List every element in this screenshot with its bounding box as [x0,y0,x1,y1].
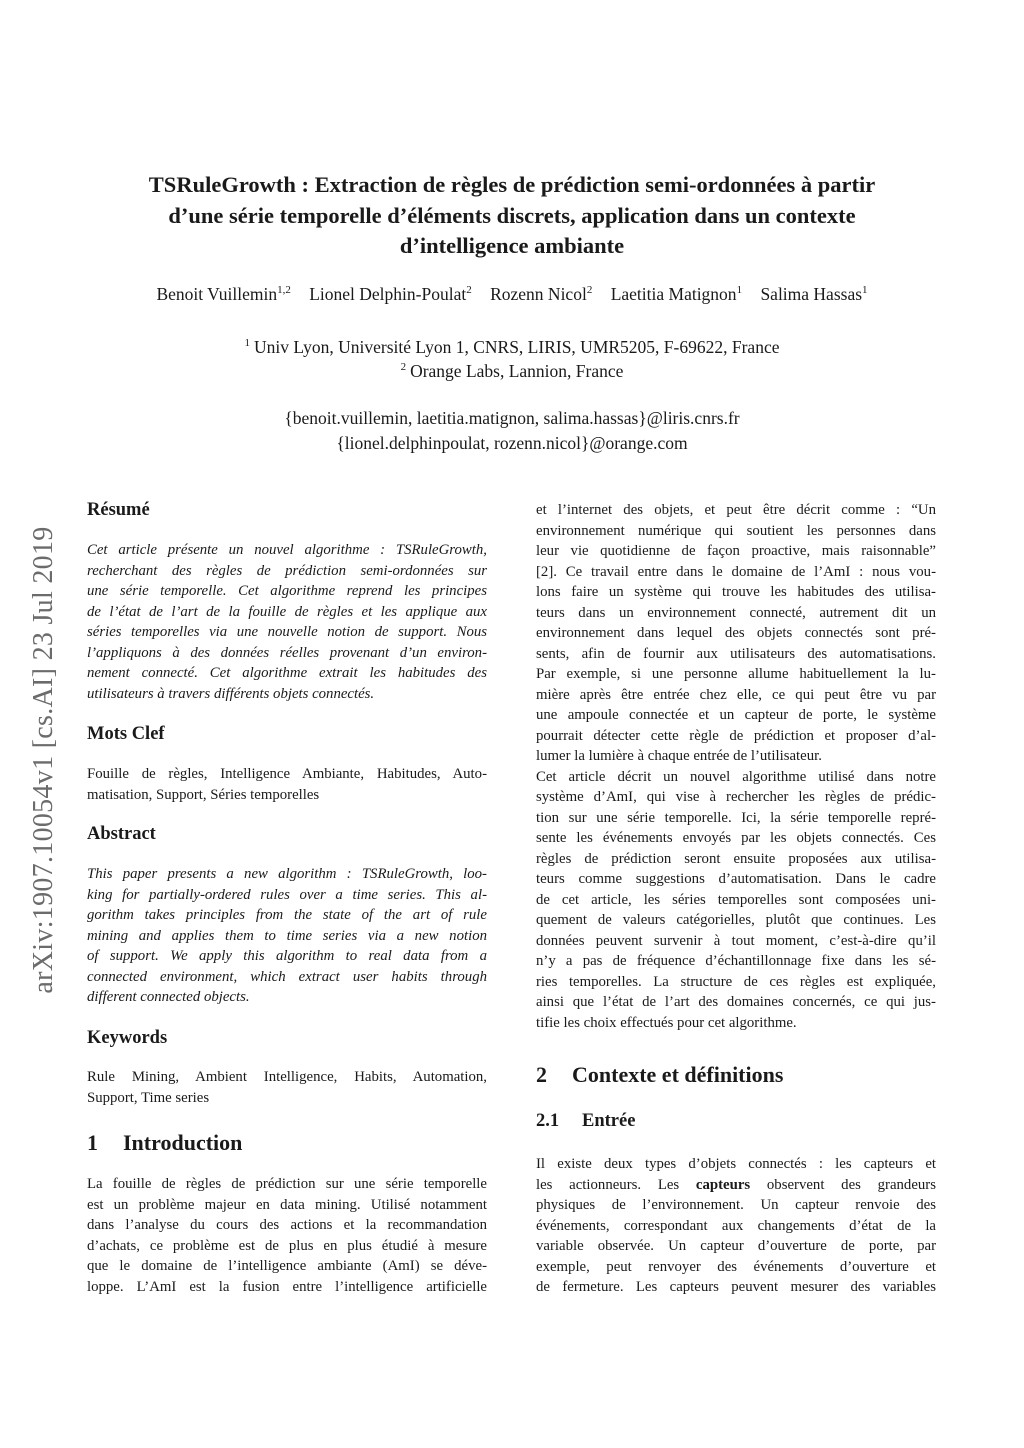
author-affil-mark: 1 [736,284,743,296]
intro-paragraph [87,1174,487,1297]
intro-line: La fouille de règles de prédiction sur une série temporelle [87,1176,487,1192]
resume-heading [87,498,487,522]
keywords-line: Rule Mining, Ambient Intelligence, Habits, Automation, [87,1069,487,1085]
section-title: Introduction [123,1130,243,1155]
keywords-heading-text: Keywords [87,1028,168,1048]
resume-line: une série temporelle. Cet algorithme reprend les principes [87,583,487,599]
body-line: événements, correspondant aux changements d’état de la [536,1217,936,1234]
abstract-paragraph [87,864,487,1008]
resume-line: de l’état de l’art de la fouille de règles et les applique aux [87,603,487,620]
intro-line: ainsi que l’état de l’art des domaines concernés, ce qui jus- [536,994,936,1010]
intro-line: tion sur une série temporelle. Ici, la série temporelle repré- [536,809,936,826]
body-line: variable observée. Un capteur d’ouverture de porte, par [536,1238,936,1254]
abstract-heading-text: Abstract [87,824,156,844]
author-list [60,284,964,305]
section-2-1-heading [536,1109,936,1133]
resume-line: utilisateurs à travers différents objets connectés. [87,685,375,702]
intro-line: sente les événements envoyés par les objets connectés. Ces [536,830,936,846]
intro-line: sents, afin de fournir aux utilisateurs des automatisations. [536,645,936,662]
intro-line: quement de valeurs catégorielles, plutôt que continues. Les [536,912,936,928]
keywords-paragraph [87,1067,487,1108]
section-2-1-paragraph [536,1154,936,1298]
paper-title [80,170,944,262]
intro-line: système d’AmI, qui vise à rechercher les règles de prédic- [536,789,936,805]
intro-line: lumer la lumière à chaque entrée de l’utilisateur. [536,748,822,764]
subsection-title: Entrée [582,1111,636,1131]
intro-line: loppe. L’AmI est la fusion entre l’intelligence artificielle [87,1278,487,1295]
body-line: de fermeture. Les capteurs peuvent mesurer des variables [536,1279,936,1295]
title-line: d’intelligence ambiante [399,233,625,258]
intro-line: pourrait détecter cette règle de prédiction et proposer d’al- [536,727,936,744]
author-name: Lionel Delphin-Poulat [309,284,467,304]
author-name: Rozenn Nicol [490,284,587,304]
author [156,284,290,304]
intro-line: ries temporelles. La structure de ces règles est expliquée, [536,973,936,990]
intro-line: tifie les choix effectués pour cet algorithme. [536,1014,797,1031]
author [309,284,472,304]
affiliation-mark: 1 [244,337,250,349]
intro-line: environnement numérique qui soutient les personnes dans [536,522,936,539]
body-text: les actionneurs. Les [536,1176,696,1193]
abstract-line: different connected objects. [87,989,250,1005]
intro-line: de cet article, les séries temporelles sont composées uni- [536,891,936,908]
affiliation-text: Orange Labs, Lannion, France [410,361,624,381]
abstract-heading [87,822,487,846]
resume-paragraph [87,540,487,704]
keywords-line: Support, Time series [87,1089,210,1106]
intro-line: teurs comme suggestions d’automatisation. Dans le cadre [536,871,936,887]
intro-line: règles de prédiction seront ensuite proposées aux utilisa- [536,850,936,867]
author [611,284,742,304]
author-name: Laetitia Matignon [610,284,737,304]
email-line: {lionel.delphinpoulat, rozenn.nicol}@orange.com [336,433,688,453]
resume-line: Cet article présente un nouvel algorithme : TSRuleGrowth, [87,542,487,558]
subsection-number: 2.1 [536,1111,560,1131]
motsclef-paragraph [87,764,487,805]
body-line: exemple, peut renvoyer des événements d’ouverture et [536,1258,936,1275]
intro-line: dans l’analyse du cours des actions et la recommandation [87,1217,487,1233]
keywords-heading [87,1026,487,1050]
resume-heading-text: Résumé [87,500,150,520]
arxiv-stamp: arXiv:1907.10054v1 [cs.AI] 23 Jul 2019 [28,526,59,994]
body-line: Il existe deux types d’objets connectés : les capteurs et [536,1156,936,1172]
title-line: TSRuleGrowth : Extraction de règles de prédiction semi-ordonnées à partir [148,172,876,197]
author [490,284,592,304]
body-line: physiques de l’environnement. Un capteur renvoie des [536,1197,936,1213]
intro-line: Par exemple, si une personne allume habituellement la lu- [536,666,936,682]
abstract-line: of support. We apply this algorithm to real data from a [87,948,487,964]
intro-line: et l’internet des objets, et peut être décrit comme : “Un [536,502,936,518]
resume-line: nement connecté. Cet algorithme extrait les habitudes des [87,665,487,681]
section-2-heading [536,1061,936,1089]
intro-line: mière après être entrée chez elle, ce qui peut être vu par [536,686,936,703]
section-title: Contexte et définitions [572,1062,784,1087]
intro-line: Cet article décrit un nouvel algorithme utilisé dans notre [536,768,936,785]
abstract-line: connected environment, which extract user habits through [87,968,487,985]
intro-line: d’achats, ce problème est de plus en plus étudié à mesure [87,1237,487,1254]
resume-line: séries temporelles via une nouvelle notion de support. Nous [87,624,487,640]
intro-line: [2]. Ce travail entre dans le domaine de l’AmI : nous vou- [536,563,936,580]
motsclef-heading-text: Mots Clef [87,724,165,744]
resume-line: recherchant des règles de prédiction semi-ordonnées sur [87,562,487,579]
intro-line: leur vie quotidienne de façon proactive, mais raisonnable” [536,543,936,559]
motsclef-line: matisation, Support, Séries temporelles [87,786,320,803]
motsclef-line: Fouille de règles, Intelligence Ambiante, Habitudes, Auto- [87,766,487,782]
intro-continued-paragraph [536,500,936,1033]
abstract-line: This paper presents a new algorithm : TSRuleGrowth, loo- [87,866,487,882]
section-number: 2 [536,1062,547,1087]
author-affil-mark: 1,2 [277,284,291,296]
email-line: {benoit.vuillemin, laetitia.matignon, salima.hassas}@liris.cnrs.fr [284,408,740,428]
abstract-line: king for partially-ordered rules over a time series. This al- [87,886,487,903]
intro-line: données peuvent survenir à tout moment, c’est-à-dire qu’il [536,932,936,949]
intro-line: environnement dans lequel des objets connectés sont pré- [536,625,936,641]
author-affil-mark: 2 [466,284,472,296]
affiliation-mark: 2 [400,361,407,373]
affiliation-text: Univ Lyon, Université Lyon 1, CNRS, LIRIS, UMR5205, F-69622, France [254,337,780,357]
intro-line: que le domaine de l’intelligence ambiante (AmI) se déve- [87,1258,487,1274]
affiliation [80,335,944,359]
intro-line: n’y a pas de fréquence d’échantillonnage fixe dans les sé- [536,953,936,969]
author-name: Benoit Vuillemin [156,284,278,304]
affiliations [80,335,944,383]
author-affil-mark: 2 [586,284,593,296]
bold-term: capteurs [695,1176,751,1193]
title-line: d’une série temporelle d’éléments discrets, application dans un contexte [168,202,856,228]
affiliation [80,359,944,383]
author-affil-mark: 1 [862,284,868,296]
section-number: 1 [87,1130,98,1155]
author-name: Salima Hassas [760,284,863,304]
author [760,284,867,304]
motsclef-heading [87,722,487,746]
intro-line: une ampoule connectée et un capteur de porte, le système [536,707,936,723]
intro-line: lons faire un système qui trouve les habitudes des utilisa- [536,584,936,600]
intro-line: est un problème majeur en data mining. Utilisé notamment [87,1196,487,1213]
author-emails [80,406,944,456]
abstract-line: mining and applies them to time series via a new notion [87,927,487,944]
resume-line: l’appliquons à des données réelles provenant d’un environ- [87,644,487,661]
intro-line: teurs dans un environnement connecté, autrement dit un [536,604,936,621]
section-1-heading [87,1129,487,1157]
abstract-line: gorithm takes principles from the state of the art of rule [87,907,487,923]
body-text: observent des grandeurs [750,1176,936,1193]
body-line [536,1175,936,1196]
